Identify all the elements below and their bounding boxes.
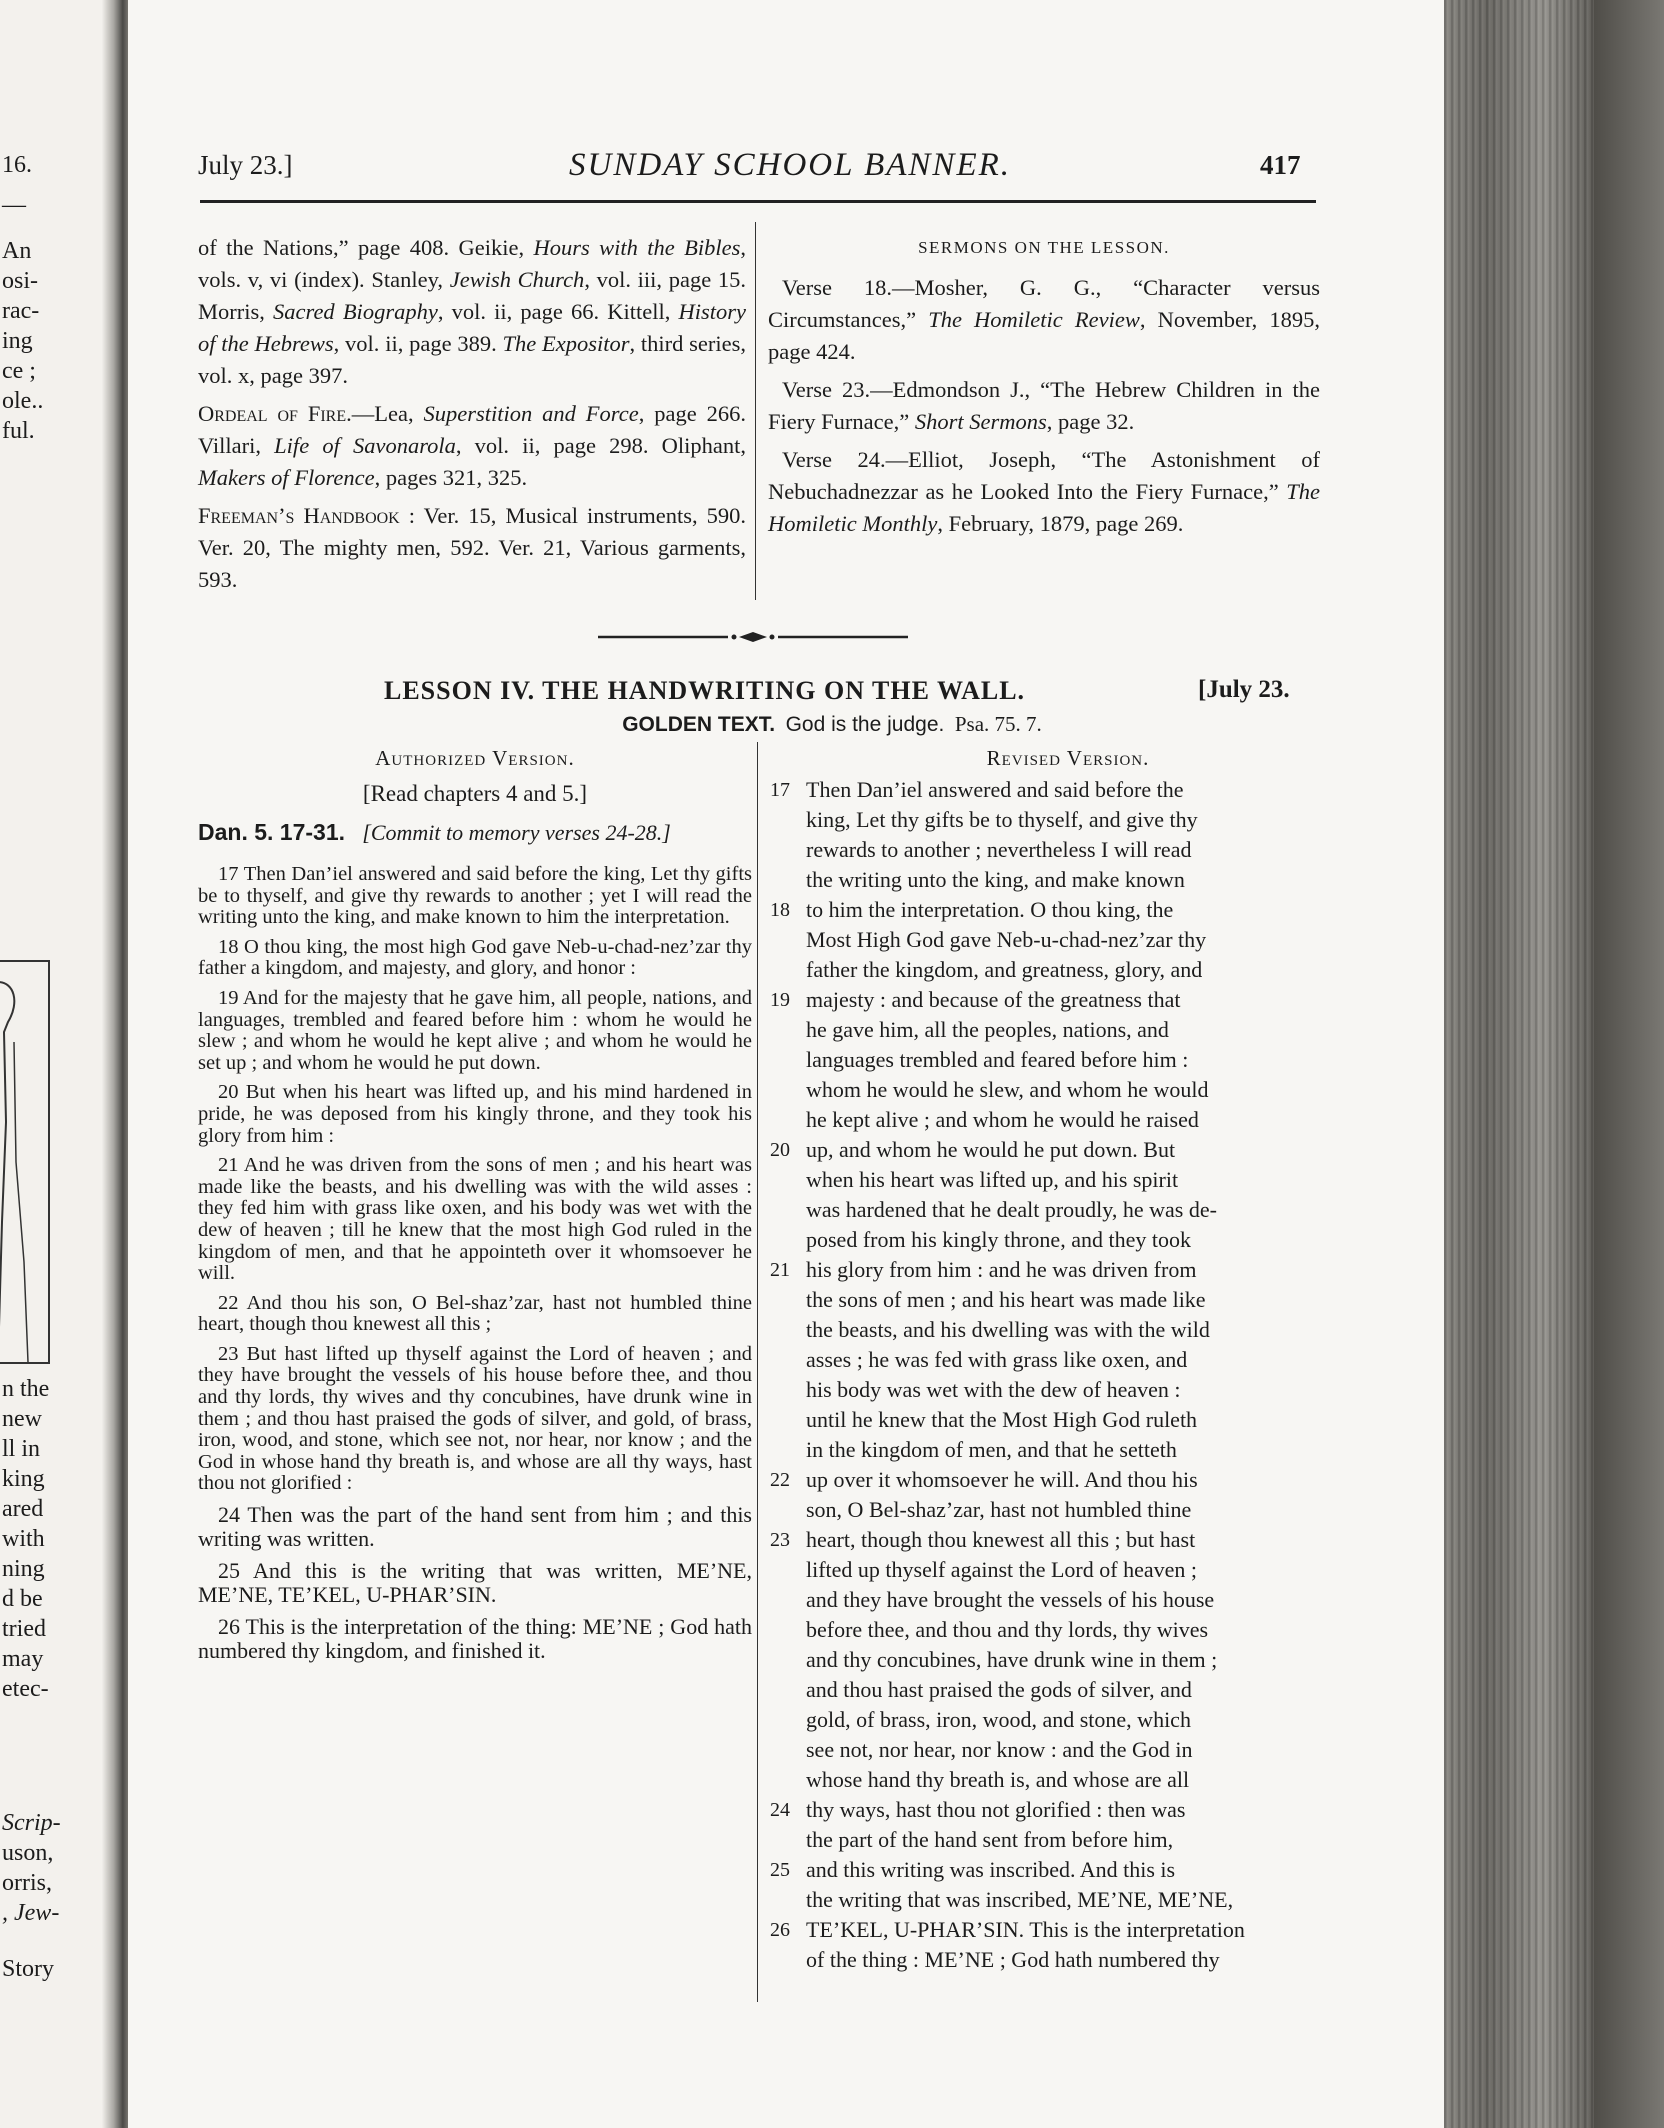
left-page-text: ful.	[2, 418, 35, 444]
ordeal-heading: Ordeal of Fire.	[198, 401, 352, 426]
dan-reference: Dan. 5. 17-31.	[198, 819, 346, 845]
sermon-entry	[768, 272, 1320, 368]
verse-line	[770, 1135, 1330, 1165]
verse-line	[770, 1405, 1330, 1435]
sermon-entry	[768, 444, 1320, 540]
verse-line-text: heart, though thou knewest all this ; but hast	[806, 1527, 1196, 1552]
verse-line	[770, 925, 1330, 955]
verse-line	[770, 985, 1330, 1015]
sermon-source: The Homiletic Monthly	[768, 479, 1320, 536]
verse-line-text: until he knew that the Most High God ruleth	[806, 1407, 1198, 1432]
left-page-text: uson,	[2, 1840, 54, 1866]
sermon-text: Verse 18.—Mosher, G. G., “Character versus Circumstances,”	[768, 275, 1320, 332]
column-divider	[757, 742, 758, 2002]
verse-line-text: Most High God gave Neb-u-chad-nez’zar thy	[806, 927, 1207, 952]
verse-line	[770, 1765, 1330, 1795]
left-page-text: n the	[2, 1376, 50, 1402]
left-page-text: osi-	[2, 268, 38, 294]
verse-line	[770, 1555, 1330, 1585]
left-page-text: ce ;	[2, 358, 36, 384]
verse-line	[770, 1825, 1330, 1855]
verse-line	[770, 1165, 1330, 1195]
verse-line-text: king, Let thy gifts be to thyself, and give thy	[806, 807, 1198, 832]
verse-line-text: the beasts, and his dwelling was with the wild	[806, 1317, 1210, 1342]
verse-line	[770, 1885, 1330, 1915]
left-page-text: etec-	[2, 1676, 49, 1702]
verse: 24 Then was the part of the hand sent from him ; and this writing was written.	[198, 1502, 752, 1552]
verse-line	[770, 1675, 1330, 1705]
ref-text: —Lea,	[351, 401, 414, 426]
scripture-reference	[198, 819, 752, 846]
verse: 22 And thou his son, O Bel-shaz’zar, hast not humbled thine heart, though thou knewest all this ;	[198, 1291, 752, 1336]
left-page-text: —	[2, 192, 26, 218]
verse-line	[770, 1525, 1330, 1555]
verse-line-text: and this writing was inscribed. And this is	[806, 1857, 1176, 1882]
running-title: SUNDAY SCHOOL BANNER.	[568, 147, 1012, 183]
verse-line-text: see not, nor hear, nor know : and the God in	[806, 1737, 1193, 1762]
verse-line-text: and they have brought the vessels of his house	[806, 1587, 1215, 1612]
verse-line-text: the writing that was inscribed, ME’NE, ME’NE,	[806, 1887, 1234, 1912]
verse-line	[770, 1015, 1330, 1045]
verse-line	[770, 1195, 1330, 1225]
verse-line-text: father the kingdom, and greatness, glory, and	[806, 957, 1203, 982]
verse-line-text: the sons of men ; and his heart was made like	[806, 1287, 1206, 1312]
authorized-version-heading: Authorized Version.	[375, 746, 575, 770]
verse-line	[770, 1345, 1330, 1375]
handbook-paragraph	[198, 500, 746, 596]
verse-line-text: of the thing : ME’NE ; God hath numbered thy	[806, 1947, 1220, 1972]
verse-line	[770, 835, 1330, 865]
verse-line-text: in the kingdom of men, and that he setteth	[806, 1437, 1177, 1462]
verse-line-text: and thy concubines, have drunk wine in them ;	[806, 1647, 1218, 1672]
verse-line-text: he gave him, all the peoples, nations, and	[806, 1017, 1169, 1042]
left-page-text: with	[2, 1526, 45, 1552]
verse-line-text: and thou hast praised the gods of silver, and	[806, 1677, 1192, 1702]
verse-line-text: Then Dan’iel answered and said before the	[806, 777, 1184, 802]
ref-text: , vol. ii, page 66. Kittell,	[437, 299, 671, 324]
left-page-text: tried	[2, 1616, 46, 1642]
verse-line	[770, 775, 1330, 805]
verse-line	[770, 1915, 1330, 1945]
verse-line	[770, 1105, 1330, 1135]
left-page-text: king	[2, 1466, 45, 1492]
verse-line	[770, 1375, 1330, 1405]
verse-line-text: son, O Bel-shaz’zar, hast not humbled thine	[806, 1497, 1192, 1522]
left-page-text: ll in	[2, 1436, 41, 1462]
verse-line	[770, 1855, 1330, 1885]
left-page-text: ared	[2, 1496, 44, 1522]
verse-line	[770, 1075, 1330, 1105]
verse-line	[770, 1645, 1330, 1675]
left-page-text: , Jew-	[2, 1900, 60, 1926]
left-page-text: 16.	[2, 152, 32, 178]
page-edge	[1444, 0, 1664, 2128]
ref-title: Jewish Church	[449, 267, 585, 292]
ref-title: The Expositor	[502, 331, 630, 356]
verse-line	[770, 1615, 1330, 1645]
sermon-text: , November, 1895, page 424.	[768, 307, 1320, 364]
left-page-text: An	[2, 238, 32, 264]
verse-number: 20	[770, 1139, 790, 1161]
column-divider	[755, 222, 756, 600]
ref-title: Life of Savonarola	[274, 433, 456, 458]
lesson-title: LESSON IV. THE HANDWRITING ON THE WALL.	[384, 676, 1026, 705]
sermon-text: , February, 1879, page 269.	[937, 511, 1184, 536]
verse-line-text: his body was wet with the dew of heaven :	[806, 1377, 1181, 1402]
left-page-text: ing	[2, 328, 33, 354]
left-page-text: ning	[2, 1556, 45, 1582]
verse-line-text: lifted up thyself against the Lord of heaven ;	[806, 1557, 1197, 1582]
verse-line	[770, 1255, 1330, 1285]
revised-verses	[770, 775, 1330, 1975]
left-page-text: d be	[2, 1586, 43, 1612]
lesson-date: [July 23.	[1198, 676, 1290, 703]
authorized-verses	[198, 864, 752, 1663]
handbook-text: Ver. 15, Musical instruments, 590. Ver. 20, The mighty men, 592. Ver. 21, Various garments, 593.	[198, 503, 746, 592]
verse-line	[770, 1045, 1330, 1075]
verse-line-text: thy ways, hast thou not glorified : then was	[806, 1797, 1186, 1822]
verse: 25 And this is the writing that was written, ME’NE, ME’NE, TE’KEL, U-PHAR’SIN.	[198, 1558, 752, 1608]
verse-number: 24	[770, 1799, 790, 1821]
verse: 17 Then Dan’iel answered and said before the king, Let thy gifts be to thyself, and give thy rewards to another ; yet I will read the writing unto the king, and make known to him the interpretation.	[198, 863, 752, 929]
book-gutter	[102, 0, 128, 2128]
references-paragraph	[198, 232, 746, 392]
ref-title: Sacred Biography	[273, 299, 438, 324]
verse-line-text: the part of the hand sent from before him,	[806, 1827, 1174, 1852]
verse-number: 23	[770, 1529, 790, 1551]
ordeal-of-fire-paragraph	[198, 398, 746, 494]
verse-line-text: the writing unto the king, and make known	[806, 867, 1185, 892]
verse-number: 21	[770, 1259, 790, 1281]
verse-line	[770, 1315, 1330, 1345]
verse-line-text: up, and whom he would he put down. But	[806, 1137, 1176, 1162]
verse-line-text: gold, of brass, iron, wood, and stone, which	[806, 1707, 1191, 1732]
verse-line-text: up over it whomsoever he will. And thou his	[806, 1467, 1198, 1492]
verse-line-text: he kept alive ; and whom he would he raised	[806, 1107, 1199, 1132]
verse-line	[770, 955, 1330, 985]
verse-line	[770, 1585, 1330, 1615]
verse-line	[770, 895, 1330, 925]
revised-version-column	[770, 746, 1330, 1975]
verse-line	[770, 1495, 1330, 1525]
verse-number: 19	[770, 989, 790, 1011]
left-page-text: Story	[2, 1956, 55, 1982]
verse-line	[770, 1225, 1330, 1255]
verse-number: 17	[770, 779, 790, 801]
verse: 19 And for the majesty that he gave him, all people, nations, and languages, trembled and feared before him : whom he would he slew ; and whom he would he kept alive ; and whom he would he set up ; and whom he would he put down.	[198, 986, 752, 1074]
verse-line-text: to him the interpretation. O thou king, the	[806, 897, 1174, 922]
verse-line	[770, 1945, 1330, 1975]
sermon-text: Verse 23.—Edmondson J., “The Hebrew Children in the Fiery Furnace,”	[768, 377, 1320, 434]
left-page-text: Scrip-	[2, 1810, 61, 1836]
verse-line-text: before thee, and thou and thy lords, thy wives	[806, 1617, 1209, 1642]
verse-line-text: posed from his kingly throne, and they took	[806, 1227, 1191, 1252]
memory-verses: [Commit to memory verses 24-28.]	[362, 820, 671, 845]
revised-version-heading: Revised Version.	[986, 746, 1150, 770]
verse-line	[770, 1435, 1330, 1465]
sermon-source: The Homiletic Review	[928, 307, 1140, 332]
verse: 20 But when his heart was lifted up, and his mind hardened in pride, he was deposed from his kingly throne, and they took his glory from him :	[198, 1081, 752, 1147]
ref-text: , vol. ii, page 389.	[333, 331, 497, 356]
verse: 26 This is the interpretation of the thing: ME’NE ; God hath numbered thy kingdom, and finished it.	[198, 1614, 752, 1664]
ref-title: History of the Hebrews	[198, 299, 747, 356]
sermon-source: Short Sermons	[914, 409, 1047, 434]
verse: 23 But hast lifted up thyself against the Lord of heaven ; and they have brought the vessels of his house before thee, and thou and thy lords, thy wives and thy concubines, have drunk wine in them ; and thou hast praised the gods of silver, and gold, of brass, iron, wood, and stone, which see not, nor hear, nor know ; and the God in whose hand thy breath is, and whose are all thy ways, hast thou not glorified :	[198, 1342, 752, 1495]
ref-title: Superstition and Force	[423, 401, 639, 426]
ref-text: , page 266. Villari,	[198, 401, 746, 458]
ref-title: Hours with the Bibles	[533, 235, 741, 260]
verse-line	[770, 865, 1330, 895]
verse-line-text: his glory from him : and he was driven from	[806, 1257, 1197, 1282]
verse-number: 25	[770, 1859, 790, 1881]
verse-line-text: whose hand thy breath is, and whose are all	[806, 1767, 1190, 1792]
verse: 21 And he was driven from the sons of men ; and his heart was made like the beasts, and his dwelling was with the wild asses : they fed him with grass like oxen, and his body was wet with the dew of heaven ; till he knew that the most high God ruled in the kingdom of men, and that he appointeth over it whomsoever he will.	[198, 1154, 752, 1285]
ref-text: , vol. ii, page 298. Oliphant,	[455, 433, 746, 458]
sermons-column	[768, 232, 1320, 546]
verse-number: 22	[770, 1469, 790, 1491]
ref-text: , pages 321, 325.	[374, 465, 528, 490]
ornament-divider	[598, 628, 908, 646]
verse-number: 26	[770, 1919, 790, 1941]
verse-line-text: languages trembled and feared before him :	[806, 1047, 1189, 1072]
ref-text: , vols. v, vi (index). Stanley,	[198, 235, 746, 292]
handbook-heading: Freeman’s Handbook :	[198, 503, 416, 528]
sermons-heading: SERMONS ON THE LESSON.	[918, 238, 1170, 257]
left-page-text: rac-	[2, 298, 40, 324]
header-rule	[200, 200, 1316, 203]
authorized-version-column	[198, 746, 752, 1671]
sermon-entry	[768, 374, 1320, 438]
sermon-text: Verse 24.—Elliot, Joseph, “The Astonishment of Nebuchadnezzar as he Looked Into the Fiery Furnace,”	[768, 447, 1320, 504]
left-page-text: orris,	[2, 1870, 52, 1896]
page-number: 417	[1260, 150, 1301, 180]
ref-text: of the Nations,” page 408. Geikie,	[198, 235, 525, 260]
verse-line	[770, 1795, 1330, 1825]
verse-line	[770, 805, 1330, 835]
verse-line	[770, 1465, 1330, 1495]
verse-line-text: when his heart was lifted up, and his spirit	[806, 1167, 1179, 1192]
read-chapters: [Read chapters 4 and 5.]	[362, 781, 588, 806]
left-page-text: ole..	[2, 388, 44, 414]
golden-text-ref: Psa. 75. 7.	[954, 712, 1042, 736]
verse-line-text: majesty : and because of the greatness that	[806, 987, 1181, 1012]
sermon-text: , page 32.	[1046, 409, 1135, 434]
verse-line	[770, 1735, 1330, 1765]
verse-line-text: rewards to another ; nevertheless I will read	[806, 837, 1192, 862]
golden-text-label: GOLDEN TEXT.	[622, 713, 776, 736]
ref-text: , vol. iii, page 15. Morris,	[198, 267, 747, 324]
ref-title: Makers of Florence	[198, 465, 375, 490]
left-page-text: new	[2, 1406, 42, 1432]
verse-line-text: whom he would he slew, and whom he would	[806, 1077, 1209, 1102]
verse-line-text: was hardened that he dealt proudly, he was de-	[806, 1197, 1217, 1222]
header-date: July 23.]	[198, 150, 293, 180]
golden-text	[0, 712, 1664, 737]
ref-text: , third series, vol. x, page 397.	[198, 331, 746, 388]
references-column	[198, 232, 746, 602]
verse-line	[770, 1705, 1330, 1735]
golden-text-body: God is the judge.	[785, 713, 945, 736]
verse-number: 18	[770, 899, 790, 921]
verse-line-text: TE’KEL, U-PHAR’SIN. This is the interpretation	[806, 1917, 1245, 1942]
verse-line-text: asses ; he was fed with grass like oxen, and	[806, 1347, 1188, 1372]
verse-line	[770, 1285, 1330, 1315]
left-page-text: may	[2, 1646, 44, 1672]
verse: 18 O thou king, the most high God gave Neb-u-chad-nez’zar thy father a kingdom, and majesty, and glory, and honor :	[198, 935, 752, 980]
illustration-fragment	[0, 960, 50, 1364]
